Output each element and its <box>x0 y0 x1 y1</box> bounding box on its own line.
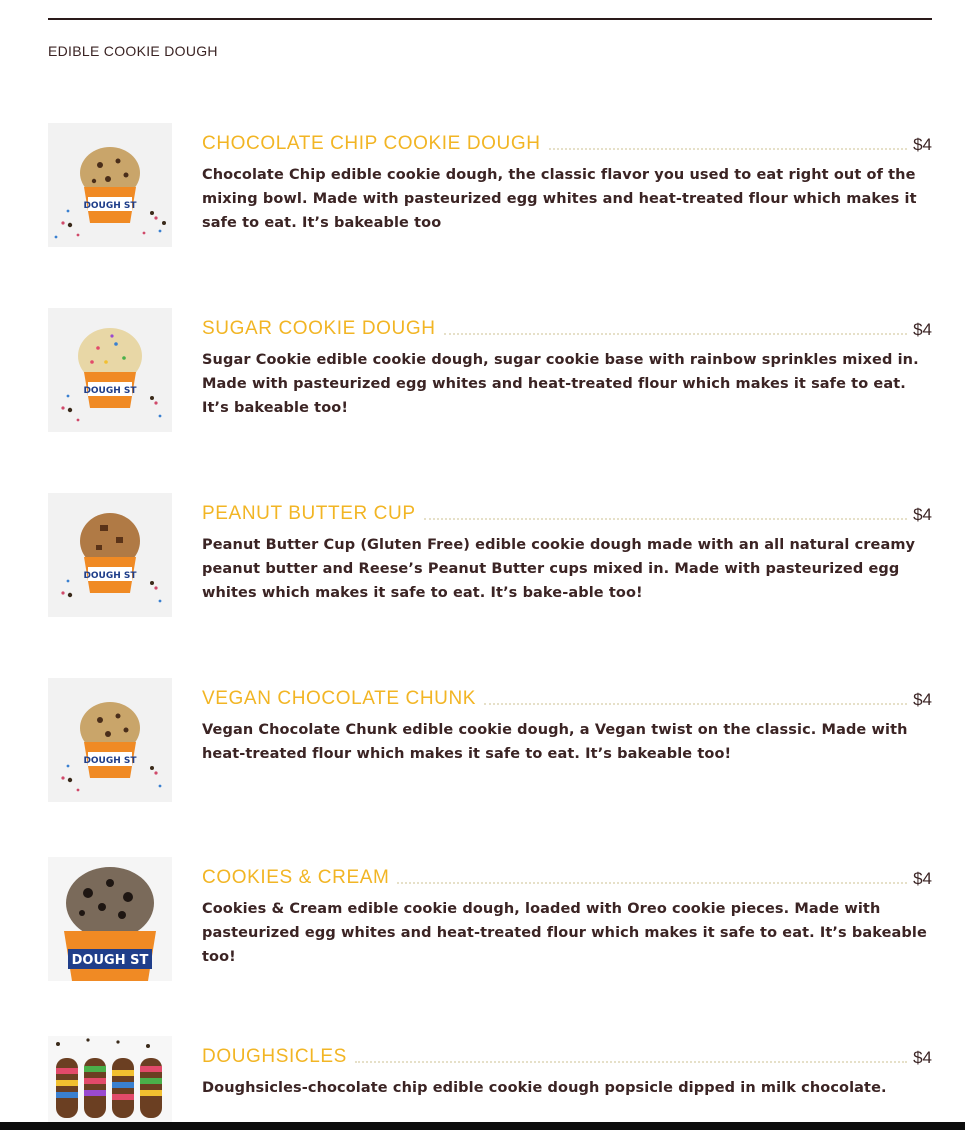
item-price: $4 <box>913 135 932 154</box>
item-header <box>202 678 932 708</box>
item-header <box>202 1036 932 1066</box>
item-name[interactable]: CHOCOLATE CHIP COOKIE DOUGH <box>202 133 541 154</box>
leader-dots <box>355 1059 907 1063</box>
item-description: Doughsicles-chocolate chip edible cookie dough popsicle dipped in milk chocolate. <box>202 1080 887 1096</box>
top-divider <box>48 18 932 20</box>
section-title: EDIBLE COOKIE DOUGH <box>48 43 218 59</box>
item-price: $4 <box>913 690 932 709</box>
product-image[interactable] <box>48 1036 172 1122</box>
leader-dots <box>397 880 907 884</box>
menu-item[interactable] <box>48 308 932 432</box>
product-image[interactable] <box>48 678 172 802</box>
cup-brand-label: DOUGH ST <box>83 201 137 211</box>
item-price: $4 <box>913 869 932 888</box>
item-name[interactable]: DOUGHSICLES <box>202 1046 347 1067</box>
leader-dots <box>444 331 908 335</box>
item-header <box>202 308 932 338</box>
item-description: Cookies & Cream edible cookie dough, loaded with Oreo cookie pieces. Made with pasteurized egg whites and heat-treated flour which makes it safe to eat. It’s bakeable too! <box>202 901 927 965</box>
item-description: Chocolate Chip edible cookie dough, the classic flavor you used to eat right out of the mixing bowl. Made with pasteurized egg whites and heat-treated flour which makes it safe to eat. It’s bakeable too <box>202 167 917 231</box>
cup-brand-label: DOUGH ST <box>83 756 137 766</box>
cup-brand-label: DOUGH ST <box>83 571 137 581</box>
item-description: Peanut Butter Cup (Gluten Free) edible cookie dough made with an all natural creamy peanut butter and Reese’s Peanut Butter cups mixed in. Made with pasteurized egg whites which makes it safe to eat. It’s bake-able too! <box>202 537 916 601</box>
item-price: $4 <box>913 505 932 524</box>
menu-item[interactable] <box>48 678 932 802</box>
item-description: Vegan Chocolate Chunk edible cookie dough, a Vegan twist on the classic. Made with heat-treated flour which makes it safe to eat. It’s bakeable too! <box>202 722 908 762</box>
item-header <box>202 123 932 153</box>
menu-item[interactable] <box>48 123 932 247</box>
product-image[interactable] <box>48 857 172 981</box>
product-image[interactable] <box>48 308 172 432</box>
leader-dots <box>424 516 907 520</box>
item-name[interactable]: SUGAR COOKIE DOUGH <box>202 318 436 339</box>
bottom-bar <box>0 1122 965 1130</box>
cup-brand-label: DOUGH ST <box>71 953 149 968</box>
product-image[interactable] <box>48 493 172 617</box>
menu-item[interactable] <box>48 493 932 617</box>
leader-dots <box>484 701 907 705</box>
item-name[interactable]: COOKIES & CREAM <box>202 867 390 888</box>
leader-dots <box>549 146 908 150</box>
item-description: Sugar Cookie edible cookie dough, sugar cookie base with rainbow sprinkles mixed in. Made with pasteurized egg whites and heat-treated flour which makes it safe to eat. It’s bakeable too! <box>202 352 919 416</box>
item-price: $4 <box>913 1048 932 1067</box>
menu-item[interactable] <box>48 1036 932 1122</box>
item-header <box>202 493 932 523</box>
product-image[interactable] <box>48 123 172 247</box>
item-price: $4 <box>913 320 932 339</box>
item-name[interactable]: VEGAN CHOCOLATE CHUNK <box>202 688 477 709</box>
item-header <box>202 857 932 887</box>
item-name[interactable]: PEANUT BUTTER CUP <box>202 503 416 524</box>
menu-item[interactable] <box>48 857 932 981</box>
cup-brand-label: DOUGH ST <box>83 386 137 396</box>
